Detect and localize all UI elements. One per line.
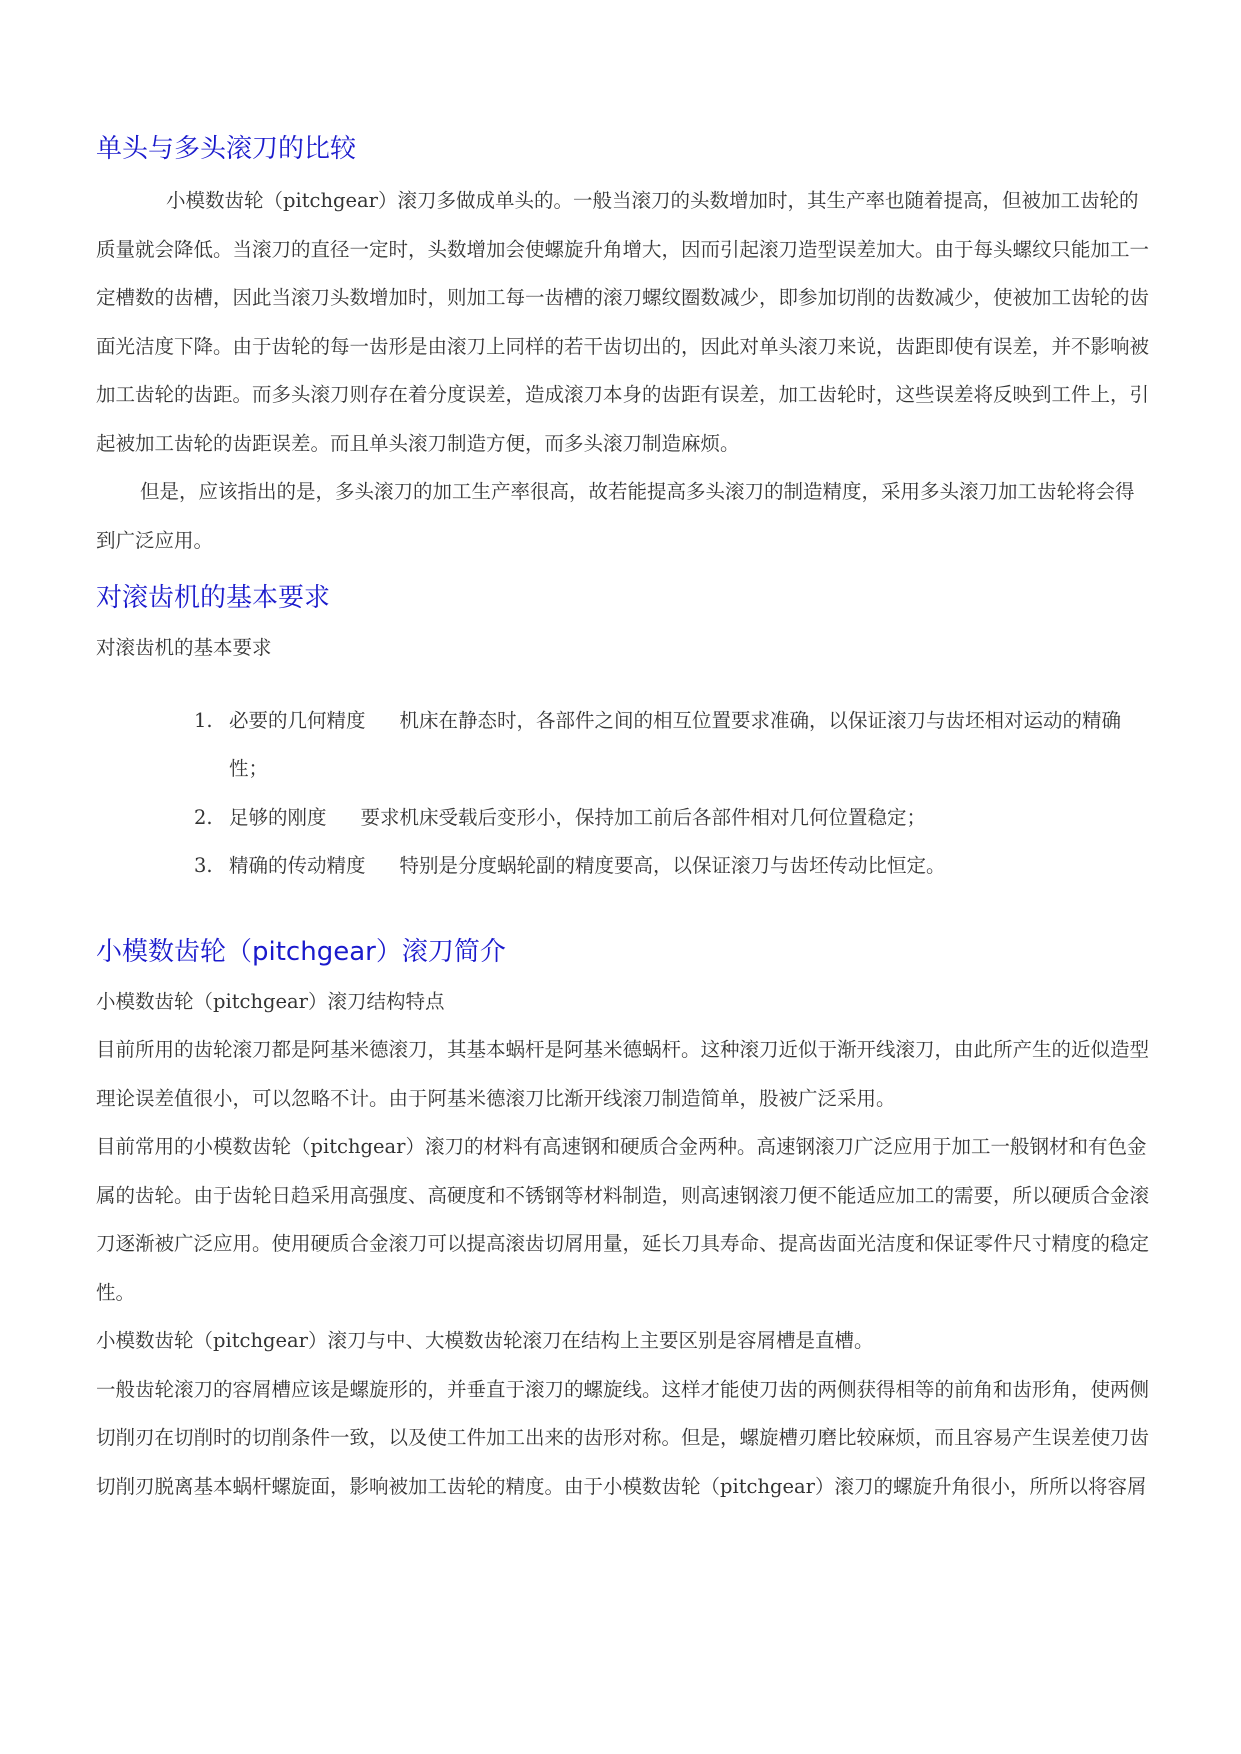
list-item bbox=[96, 697, 1152, 794]
list-term: 必要的几何精度 bbox=[229, 708, 366, 732]
list-term: 足够的刚度 bbox=[229, 805, 327, 829]
list-number: 3. bbox=[194, 854, 213, 877]
section-heading-small-module-hob: 小模数齿轮（pitchgear）滚刀简介 bbox=[96, 936, 506, 967]
paragraph: 小模数齿轮（pitchgear）滚刀多做成单头的。一般当滚刀的头数增加时，其生产率也随着提高，但被加工齿轮的质量就会降低。当滚刀的直径一定时，头数增加会使螺旋升角增大，因而引起滚刀造型误差加大。由于每头螺纹只能加工一定槽数的齿槽，因此当滚刀头数增加时，则加工每一齿槽的滚刀螺纹圈数减少，即参加切削的齿数减少，使被加工齿轮的齿面光洁度下降。由于齿轮的每一齿形是由滚刀上同样的若干齿切出的，因此对单头滚刀来说，齿距即使有误差，并不影响被加工齿轮的齿距。而多头滚刀则存在着分度误差，造成滚刀本身的齿距有误差，加工齿轮时，这些误差将反映到工件上，引起被加工齿轮的齿距误差。而且单头滚刀制造方便，而多头滚刀制造麻烦。 bbox=[96, 189, 1150, 455]
section-heading-hob-comparison: 单头与多头滚刀的比较 bbox=[96, 134, 357, 164]
paragraph: 但是，应该指出的是，多头滚刀的加工生产率很高，故若能提高多头滚刀的制造精度，采用多头滚刀加工齿轮将会得到广泛应用。 bbox=[96, 480, 1135, 552]
requirements-list bbox=[96, 697, 1152, 891]
paragraph: 目前常用的小模数齿轮（pitchgear）滚刀的材料有高速钢和硬质合金两种。高速钢滚刀广泛应用于加工一般钢材和有色金属的齿轮。由于齿轮日趋采用高强度、高硬度和不锈钢等材料制造，则高速钢滚刀便不能适应加工的需要，所以硬质合金滚刀逐渐被广泛应用。使用硬质合金滚刀可以提高滚齿切屑用量，延长刀具寿命、提高齿面光洁度和保证零件尺寸精度的稳定性。 bbox=[96, 1135, 1150, 1304]
section-heading-hobbing-machine-requirements: 对滚齿机的基本要求 bbox=[96, 583, 331, 613]
list-term: 精确的传动精度 bbox=[229, 854, 366, 877]
list-description: 机床在静态时，各部件之间的相互位置要求准确，以保证滚刀与齿坯相对运动的精确性； bbox=[229, 708, 1122, 780]
paragraph: 小模数齿轮（pitchgear）滚刀与中、大模数齿轮滚刀在结构上主要区别是容屑槽是直槽。 bbox=[96, 1329, 874, 1352]
list-item bbox=[96, 794, 1152, 843]
list-description: 特别是分度蜗轮副的精度要高，以保证滚刀与齿坯传动比恒定。 bbox=[399, 854, 946, 877]
paragraph: 小模数齿轮（pitchgear）滚刀结构特点 bbox=[96, 989, 445, 1013]
list-number: 1. bbox=[194, 708, 213, 732]
section-intro: 对滚齿机的基本要求 bbox=[96, 636, 272, 659]
paragraph: 一般齿轮滚刀的容屑槽应该是螺旋形的，并垂直于滚刀的螺旋线。这样才能使刀齿的两侧获得相等的前角和齿形角，使两侧切削刃在切削时的切削条件一致，以及使工件加工出来的齿形对称。但是，螺旋槽刃磨比较麻烦，而且容易产生误差使刀齿切削刃脱离基本蜗杆螺旋面，影响被加工齿轮的精度。由于小模数齿轮（pitchgear）滚刀的螺旋升角很小，所所以将容屑 bbox=[96, 1377, 1150, 1498]
list-number: 2. bbox=[194, 805, 213, 829]
list-item bbox=[96, 842, 1152, 891]
document-page bbox=[96, 128, 1152, 1511]
list-description: 要求机床受载后变形小，保持加工前后各部件相对几何位置稳定； bbox=[360, 805, 927, 829]
paragraph: 目前所用的齿轮滚刀都是阿基米德滚刀，其基本蜗杆是阿基米德蜗杆。这种滚刀近似于渐开线滚刀，由此所产生的近似造型理论误差值很小，可以忽略不计。由于阿基米德滚刀比渐开线滚刀制造简单，股被广泛采用。 bbox=[96, 1038, 1150, 1110]
